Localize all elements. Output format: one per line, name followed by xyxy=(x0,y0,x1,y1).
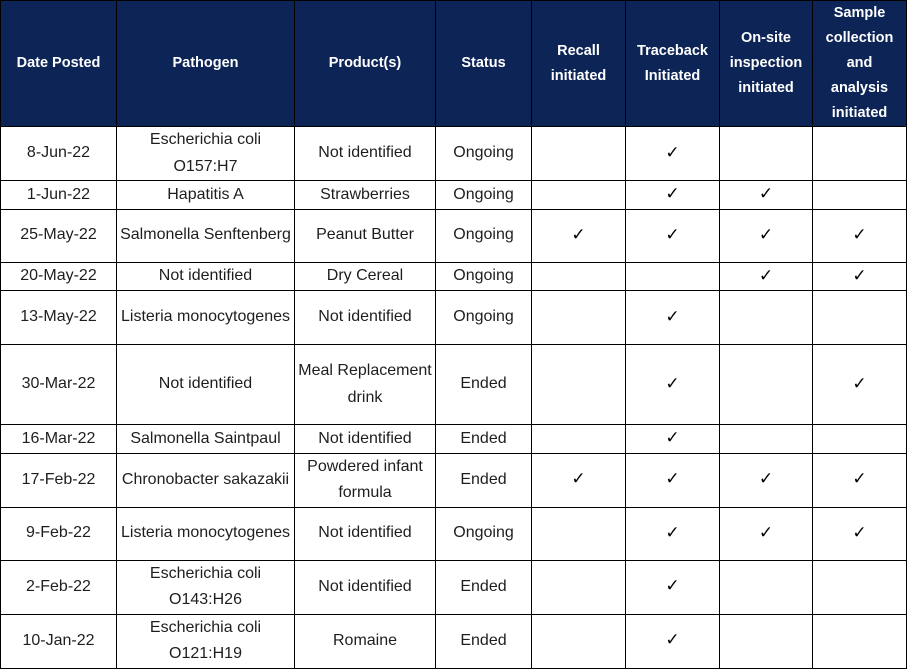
table-row xyxy=(1,127,907,181)
sample-collection-cell xyxy=(813,507,907,560)
table-row xyxy=(1,425,907,454)
traceback-initiated-cell xyxy=(626,507,720,560)
pathogen-cell: Hapatitis A xyxy=(117,181,295,210)
product-cell: Peanut Butter xyxy=(295,209,436,262)
date-cell: 1-Jun-22 xyxy=(1,181,117,210)
checkmark-icon: ✓ xyxy=(758,184,774,204)
table-row xyxy=(1,345,907,425)
recall-initiated-cell xyxy=(532,614,626,668)
recall-initiated-cell xyxy=(532,560,626,614)
checkmark-icon: ✓ xyxy=(665,576,680,597)
date-cell: 9-Feb-22 xyxy=(1,507,117,560)
header-recall-initiated: Recall initiated xyxy=(532,1,626,127)
recall-initiated-cell xyxy=(532,453,626,507)
onsite-inspection-cell xyxy=(720,262,813,291)
pathogen-cell: Chronobacter sakazakii xyxy=(117,453,295,507)
product-cell: Strawberries xyxy=(295,181,436,210)
table-row xyxy=(1,262,907,291)
recall-initiated-cell xyxy=(532,181,626,210)
checkmark-icon: ✓ xyxy=(852,373,867,394)
header-row xyxy=(1,1,907,127)
pathogen-cell: Escherichia coli O143:H26 xyxy=(117,560,295,614)
table-row xyxy=(1,209,907,262)
status-cell: Ended xyxy=(436,453,532,507)
date-cell: 2-Feb-22 xyxy=(1,560,117,614)
header-sample-collection-initiated: Sample collection and analysis initiated xyxy=(813,1,907,127)
recall-initiated-cell xyxy=(532,209,626,262)
onsite-inspection-cell xyxy=(720,507,813,560)
status-cell: Ongoing xyxy=(436,262,532,291)
header-products: Product(s) xyxy=(295,1,436,127)
sample-collection-cell xyxy=(813,425,907,454)
date-cell: 10-Jan-22 xyxy=(1,614,117,668)
date-cell: 20-May-22 xyxy=(1,262,117,291)
traceback-initiated-cell xyxy=(626,425,720,454)
pathogen-cell: Listeria monocytogenes xyxy=(117,507,295,560)
checkmark-icon: ✓ xyxy=(852,224,867,245)
checkmark-icon: ✓ xyxy=(852,522,867,543)
recall-initiated-cell xyxy=(532,345,626,425)
product-cell: Powdered infant formula xyxy=(295,453,436,507)
checkmark-icon: ✓ xyxy=(665,224,680,245)
table-row xyxy=(1,614,907,668)
checkmark-icon: ✓ xyxy=(852,469,867,490)
product-cell: Not identified xyxy=(295,560,436,614)
pathogen-cell: Salmonella Senftenberg xyxy=(117,209,295,262)
traceback-initiated-cell xyxy=(626,614,720,668)
onsite-inspection-cell xyxy=(720,181,813,210)
recall-initiated-cell xyxy=(532,127,626,181)
status-cell: Ongoing xyxy=(436,181,532,210)
status-cell: Ongoing xyxy=(436,209,532,262)
sample-collection-cell xyxy=(813,291,907,345)
product-cell: Not identified xyxy=(295,507,436,560)
checkmark-icon: ✓ xyxy=(665,469,680,490)
product-cell: Not identified xyxy=(295,291,436,345)
date-cell: 30-Mar-22 xyxy=(1,345,117,425)
onsite-inspection-cell xyxy=(720,127,813,181)
checkmark-icon: ✓ xyxy=(665,428,680,448)
onsite-inspection-cell xyxy=(720,560,813,614)
date-cell: 25-May-22 xyxy=(1,209,117,262)
pathogen-cell: Listeria monocytogenes xyxy=(117,291,295,345)
header-onsite-inspection-initiated: On-site inspection initiated xyxy=(720,1,813,127)
status-cell: Ended xyxy=(436,560,532,614)
traceback-initiated-cell xyxy=(626,209,720,262)
onsite-inspection-cell xyxy=(720,614,813,668)
pathogen-cell: Not identified xyxy=(117,262,295,291)
pathogen-cell: Not identified xyxy=(117,345,295,425)
onsite-inspection-cell xyxy=(720,209,813,262)
product-cell: Meal Replacement drink xyxy=(295,345,436,425)
traceback-initiated-cell xyxy=(626,453,720,507)
date-cell: 8-Jun-22 xyxy=(1,127,117,181)
sample-collection-cell xyxy=(813,453,907,507)
header-status: Status xyxy=(436,1,532,127)
product-cell: Romaine xyxy=(295,614,436,668)
product-cell: Dry Cereal xyxy=(295,262,436,291)
sample-collection-cell xyxy=(813,127,907,181)
traceback-initiated-cell xyxy=(626,181,720,210)
traceback-initiated-cell xyxy=(626,291,720,345)
checkmark-icon: ✓ xyxy=(852,265,867,286)
status-cell: Ended xyxy=(436,425,532,454)
header-pathogen: Pathogen xyxy=(117,1,295,127)
table-row xyxy=(1,507,907,560)
pathogen-cell: Escherichia coli O157:H7 xyxy=(117,127,295,181)
sample-collection-cell xyxy=(813,209,907,262)
table-row xyxy=(1,291,907,345)
checkmark-icon: ✓ xyxy=(665,630,680,651)
onsite-inspection-cell xyxy=(720,453,813,507)
recall-initiated-cell xyxy=(532,291,626,345)
checkmark-icon: ✓ xyxy=(758,522,774,543)
traceback-initiated-cell xyxy=(626,127,720,181)
checkmark-icon: ✓ xyxy=(571,469,586,490)
status-cell: Ended xyxy=(436,614,532,668)
pathogen-cell: Escherichia coli O121:H19 xyxy=(117,614,295,668)
traceback-initiated-cell xyxy=(626,560,720,614)
checkmark-icon: ✓ xyxy=(571,224,586,245)
checkmark-icon: ✓ xyxy=(758,224,774,245)
header-date-posted: Date Posted xyxy=(1,1,117,127)
status-cell: Ongoing xyxy=(436,291,532,345)
status-cell: Ended xyxy=(436,345,532,425)
product-cell: Not identified xyxy=(295,425,436,454)
sample-collection-cell xyxy=(813,181,907,210)
table-row xyxy=(1,453,907,507)
recall-initiated-cell xyxy=(532,425,626,454)
checkmark-icon: ✓ xyxy=(758,265,774,286)
sample-collection-cell xyxy=(813,345,907,425)
date-cell: 17-Feb-22 xyxy=(1,453,117,507)
sample-collection-cell xyxy=(813,614,907,668)
recall-initiated-cell xyxy=(532,507,626,560)
date-cell: 16-Mar-22 xyxy=(1,425,117,454)
traceback-initiated-cell xyxy=(626,262,720,291)
table-row xyxy=(1,560,907,614)
date-cell: 13-May-22 xyxy=(1,291,117,345)
checkmark-icon: ✓ xyxy=(665,184,680,204)
onsite-inspection-cell xyxy=(720,345,813,425)
status-cell: Ongoing xyxy=(436,507,532,560)
recall-initiated-cell xyxy=(532,262,626,291)
sample-collection-cell xyxy=(813,560,907,614)
header-traceback-initiated: Traceback Initiated xyxy=(626,1,720,127)
checkmark-icon: ✓ xyxy=(665,373,680,394)
checkmark-icon: ✓ xyxy=(665,522,680,543)
status-cell: Ongoing xyxy=(436,127,532,181)
checkmark-icon: ✓ xyxy=(665,142,680,163)
sample-collection-cell xyxy=(813,262,907,291)
pathogen-cell: Salmonella Saintpaul xyxy=(117,425,295,454)
checkmark-icon: ✓ xyxy=(665,306,680,327)
product-cell: Not identified xyxy=(295,127,436,181)
onsite-inspection-cell xyxy=(720,425,813,454)
table-row xyxy=(1,181,907,210)
table-body xyxy=(1,127,907,669)
onsite-inspection-cell xyxy=(720,291,813,345)
traceback-initiated-cell xyxy=(626,345,720,425)
checkmark-icon: ✓ xyxy=(758,469,774,490)
